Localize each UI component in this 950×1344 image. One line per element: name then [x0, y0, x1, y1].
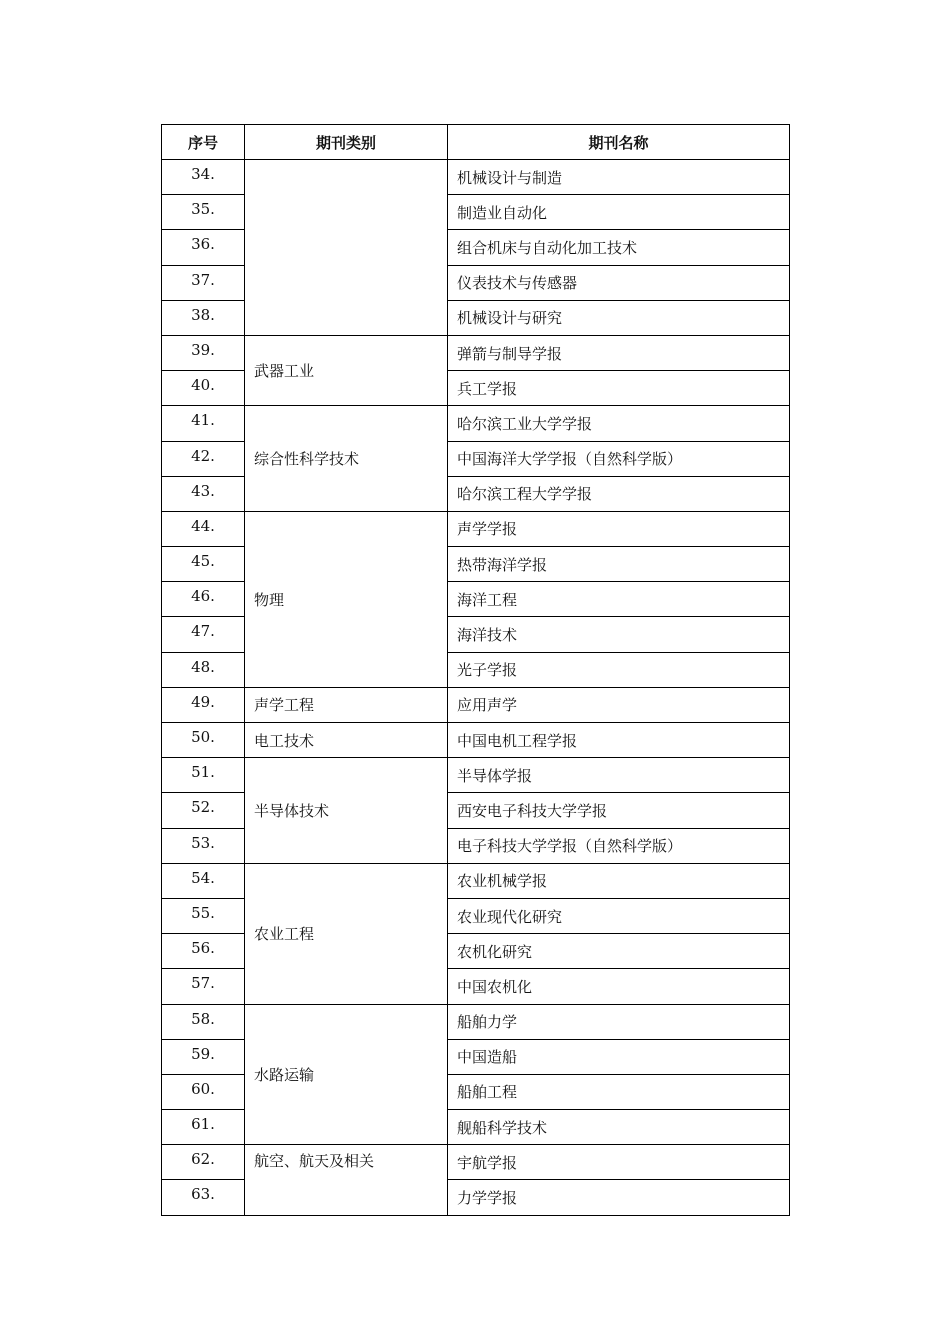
header-row	[162, 125, 790, 160]
journal-name: 船舶工程	[448, 1074, 790, 1109]
row-number: 63.	[162, 1180, 245, 1215]
category-cell: 物理	[245, 511, 448, 687]
row-number: 41.	[162, 406, 245, 441]
row-number: 38.	[162, 300, 245, 335]
journal-name: 船舶力学	[448, 1004, 790, 1039]
table-row	[162, 160, 790, 195]
journal-name: 宇航学报	[448, 1145, 790, 1180]
table-row	[162, 1145, 790, 1180]
row-number: 59.	[162, 1039, 245, 1074]
journal-name: 农业现代化研究	[448, 898, 790, 933]
row-number: 46.	[162, 582, 245, 617]
table-row	[162, 863, 790, 898]
journal-name: 力学学报	[448, 1180, 790, 1215]
journal-name: 中国电机工程学报	[448, 723, 790, 758]
table-row	[162, 1004, 790, 1039]
journal-name: 哈尔滨工程大学学报	[448, 476, 790, 511]
row-number: 39.	[162, 335, 245, 370]
journal-name: 声学学报	[448, 511, 790, 546]
row-number: 35.	[162, 195, 245, 230]
category-cell	[245, 160, 448, 336]
journal-name: 机械设计与制造	[448, 160, 790, 195]
journal-name: 哈尔滨工业大学学报	[448, 406, 790, 441]
row-number: 34.	[162, 160, 245, 195]
row-number: 61.	[162, 1110, 245, 1145]
category-cell: 电工技术	[245, 723, 448, 758]
journal-name: 农机化研究	[448, 934, 790, 969]
journal-name: 制造业自动化	[448, 195, 790, 230]
category-cell: 武器工业	[245, 335, 448, 405]
journal-name: 应用声学	[448, 687, 790, 722]
table-body	[162, 160, 790, 1216]
journal-name: 半导体学报	[448, 758, 790, 793]
table-row	[162, 758, 790, 793]
row-number: 36.	[162, 230, 245, 265]
category-cell: 水路运输	[245, 1004, 448, 1145]
category-cell: 综合性科学技术	[245, 406, 448, 512]
header-no: 序号	[162, 125, 245, 160]
table-row	[162, 723, 790, 758]
row-number: 44.	[162, 511, 245, 546]
journal-name: 海洋工程	[448, 582, 790, 617]
row-number: 52.	[162, 793, 245, 828]
journal-name: 弹箭与制导学报	[448, 335, 790, 370]
row-number: 51.	[162, 758, 245, 793]
journal-name: 中国造船	[448, 1039, 790, 1074]
journal-name: 电子科技大学学报（自然科学版）	[448, 828, 790, 863]
row-number: 58.	[162, 1004, 245, 1039]
journal-name: 海洋技术	[448, 617, 790, 652]
row-number: 40.	[162, 371, 245, 406]
journal-name: 舰船科学技术	[448, 1110, 790, 1145]
table-row	[162, 511, 790, 546]
journal-name: 农业机械学报	[448, 863, 790, 898]
row-number: 49.	[162, 687, 245, 722]
row-number: 60.	[162, 1074, 245, 1109]
table-row	[162, 335, 790, 370]
table-row	[162, 406, 790, 441]
row-number: 55.	[162, 898, 245, 933]
row-number: 37.	[162, 265, 245, 300]
row-number: 53.	[162, 828, 245, 863]
journal-name: 中国农机化	[448, 969, 790, 1004]
journal-name: 光子学报	[448, 652, 790, 687]
category-cell: 航空、航天及相关	[245, 1145, 448, 1215]
category-cell: 农业工程	[245, 863, 448, 1004]
row-number: 45.	[162, 547, 245, 582]
row-number: 47.	[162, 617, 245, 652]
row-number: 43.	[162, 476, 245, 511]
category-cell: 声学工程	[245, 687, 448, 722]
row-number: 54.	[162, 863, 245, 898]
row-number: 48.	[162, 652, 245, 687]
row-number: 42.	[162, 441, 245, 476]
row-number: 56.	[162, 934, 245, 969]
journal-name: 兵工学报	[448, 371, 790, 406]
header-name: 期刊名称	[448, 125, 790, 160]
journal-table	[161, 124, 790, 1216]
row-number: 50.	[162, 723, 245, 758]
header-category: 期刊类别	[245, 125, 448, 160]
journal-name: 热带海洋学报	[448, 547, 790, 582]
row-number: 62.	[162, 1145, 245, 1180]
journal-name: 仪表技术与传感器	[448, 265, 790, 300]
journal-name: 组合机床与自动化加工技术	[448, 230, 790, 265]
journal-name: 中国海洋大学学报（自然科学版）	[448, 441, 790, 476]
category-cell: 半导体技术	[245, 758, 448, 864]
journal-name: 机械设计与研究	[448, 300, 790, 335]
row-number: 57.	[162, 969, 245, 1004]
table-row	[162, 687, 790, 722]
journal-name: 西安电子科技大学学报	[448, 793, 790, 828]
